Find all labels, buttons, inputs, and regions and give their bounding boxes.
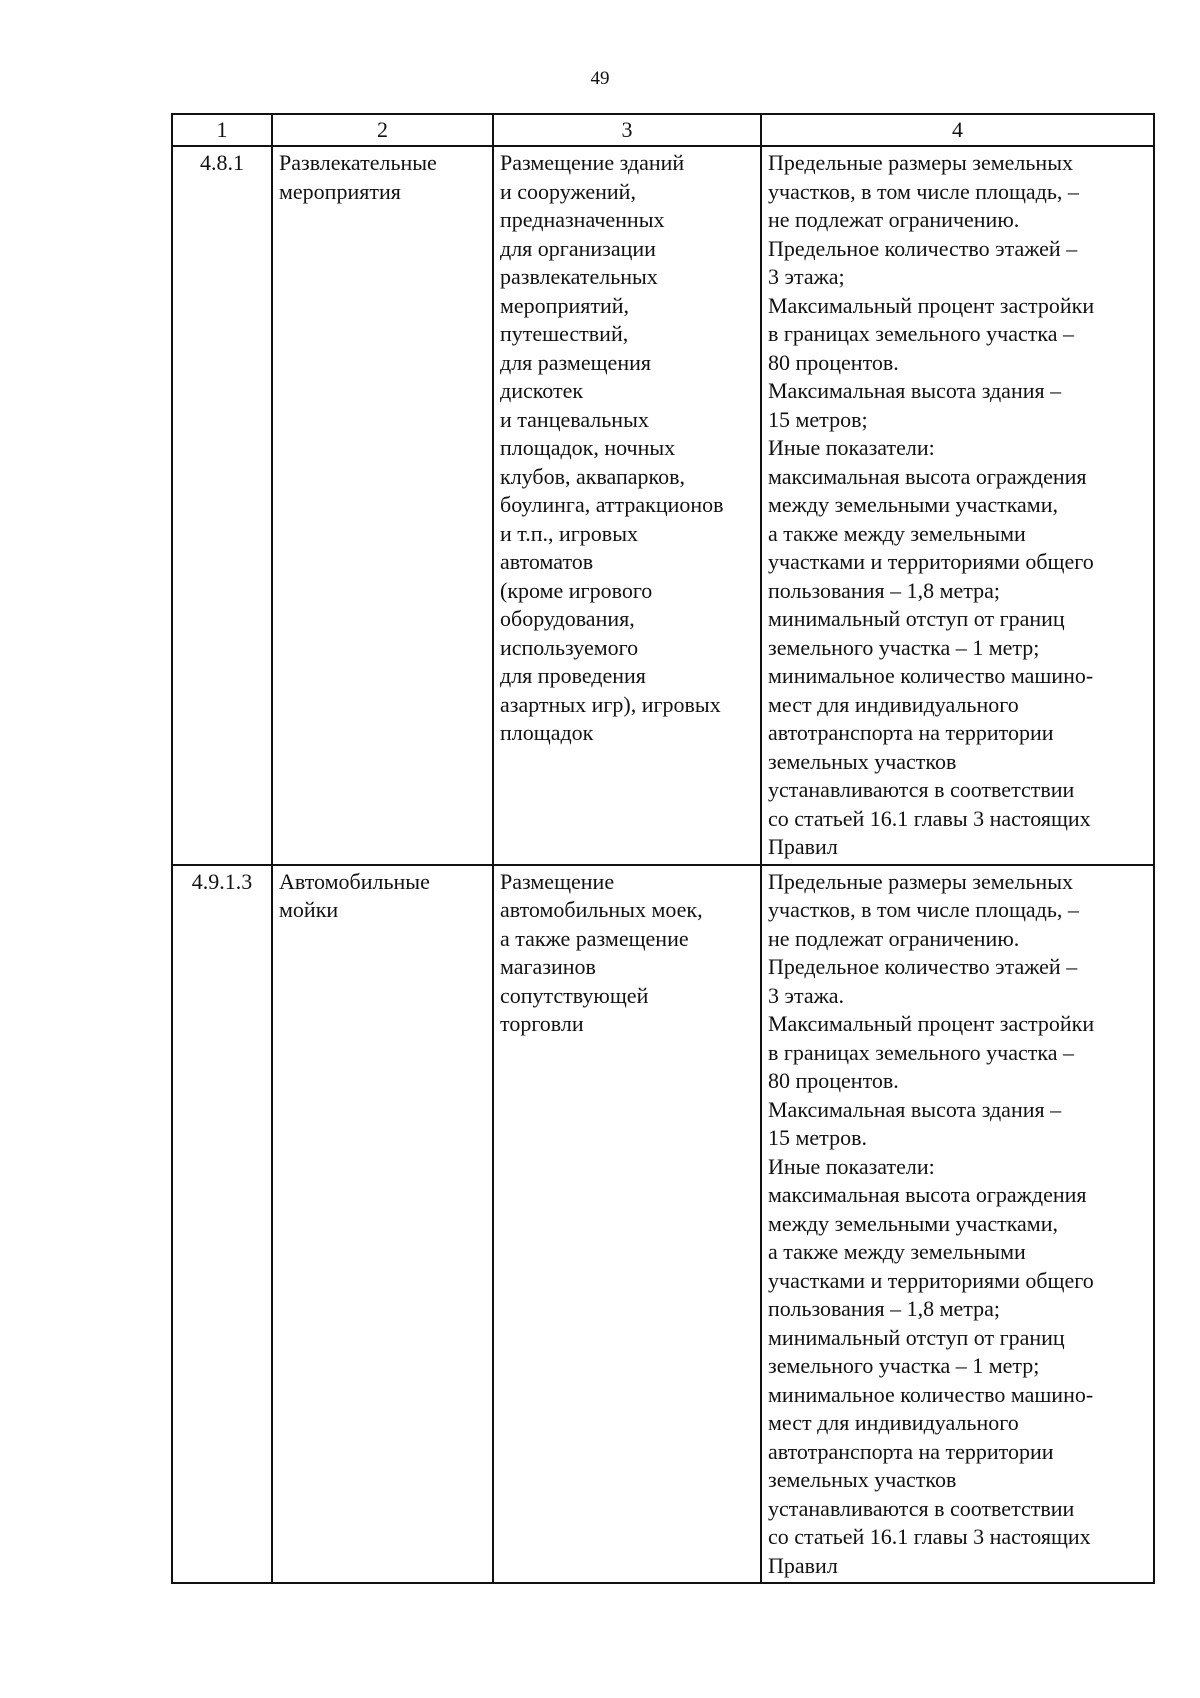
column-header-2: 2 [272,114,493,146]
cell-line: минимальное количество машино- [768,1381,1094,1407]
cell-line: 80 процентов. [768,1068,899,1093]
cell-line: 4.8.1 [200,150,244,175]
cell-line: между земельными участками, [768,1210,1059,1236]
use-description-cell-text [500,868,754,1039]
cell-line: Размещение зданий [500,150,685,175]
cell-line: автотранспорта на территории [768,720,1054,745]
cell-line: земельного участка – 1 метр; [768,634,1040,660]
cell-line: мойки [279,897,339,922]
cell-line: Предельное количество этажей – [768,954,1078,979]
cell-line: Максимальный процент застройки [768,1011,1095,1036]
cell-line: 4.9.1.3 [191,868,253,894]
column-header-3: 3 [493,114,761,146]
cell-line: минимальный отступ от границ [768,606,1065,631]
column-header-1: 1 [172,114,272,146]
cell-line: дискотек [500,378,584,403]
cell-line: оборудования, [500,606,635,631]
cell-line: 3 этажа. [768,982,845,1008]
use-code-cell [172,146,272,865]
cell-line: Развлекательные [279,150,437,175]
cell-line: (кроме игрового [500,577,653,603]
cell-line: и танцевальных [500,406,649,432]
cell-line: участков, в том числе площадь, – [768,178,1079,204]
cell-line: со статьей 16.1 главы 3 настоящих [768,805,1091,831]
cell-line: и т.п., игровых [500,520,638,546]
use-description-cell-text [500,149,754,748]
cell-line: а также между земельными [768,1239,1026,1264]
cell-line: пользования – 1,8 метра; [768,1296,1001,1321]
use-description-cell [493,865,761,1584]
cell-line: для проведения [500,663,646,688]
use-description-cell [493,146,761,865]
cell-line: участками и территориями общего [768,549,1094,574]
cell-line: мероприятий, [500,292,630,318]
cell-line: Правил [768,834,838,859]
cell-line: 15 метров. [768,1125,867,1150]
cell-line: боулинга, аттракционов [500,492,724,517]
cell-line: Предельное количество этажей – [768,235,1078,261]
cell-line: Предельные размеры земельных [768,150,1073,175]
use-code-cell-text [179,868,265,897]
cell-line: путешествий, [500,321,629,346]
cell-line: Автомобильные [279,868,430,894]
cell-line: Иные показатели: [768,1153,935,1179]
cell-line: торговли [500,1011,584,1036]
cell-line: Максимальная высота здания – [768,1096,1062,1122]
column-header-4: 4 [761,114,1154,146]
cell-line: земельных участков [768,748,957,774]
cell-line: Предельные размеры земельных [768,868,1073,894]
use-parameters-cell [761,146,1154,865]
cell-line: минимальное количество машино- [768,663,1094,688]
cell-line: сопутствующей [500,982,649,1008]
table-row [172,865,1154,1584]
cell-line: максимальная высота ограждения [768,1182,1087,1207]
cell-line: в границах земельного участка – [768,321,1074,346]
use-parameters-cell-text [768,149,1147,862]
land-use-table [171,113,1155,1584]
table-row [172,146,1154,865]
cell-line: пользования – 1,8 метра; [768,577,1001,603]
cell-line: в границах земельного участка – [768,1039,1074,1065]
use-name-cell-text [279,868,486,925]
use-name-cell-text [279,149,486,206]
use-parameters-cell-text [768,868,1147,1581]
cell-line: 80 процентов. [768,349,899,375]
cell-line: а также между земельными [768,520,1026,546]
cell-line: участками и территориями общего [768,1267,1094,1293]
use-code-cell [172,865,272,1584]
cell-line: развлекательных [500,264,658,289]
use-parameters-cell [761,865,1154,1584]
cell-line: используемого [500,634,639,660]
cell-line: мест для индивидуального [768,1410,1019,1435]
use-code-cell-text [179,149,265,178]
cell-line: максимальная высота ограждения [768,463,1087,489]
cell-line: автоматов [500,549,594,574]
cell-line: Максимальный процент застройки [768,292,1095,318]
table-body [172,146,1154,1583]
table-header-row [172,114,1154,146]
cell-line: не подлежат ограничению. [768,207,1020,232]
cell-line: предназначенных [500,207,665,232]
cell-line: а также размещение [500,925,689,951]
cell-line: между земельными участками, [768,492,1059,517]
cell-line: мест для индивидуального [768,691,1019,717]
cell-line: площадок [500,720,594,745]
cell-line: Максимальная высота здания – [768,378,1062,403]
cell-line: не подлежат ограничению. [768,925,1020,951]
cell-line: со статьей 16.1 главы 3 настоящих [768,1524,1091,1549]
cell-line: автомобильных моек, [500,897,703,922]
cell-line: для организации [500,235,656,261]
cell-line: устанавливаются в соответствии [768,777,1075,802]
cell-line: азартных игр), игровых [500,691,721,717]
cell-line: участков, в том числе площадь, – [768,897,1079,922]
cell-line: Иные показатели: [768,435,935,460]
cell-line: 15 метров; [768,406,868,432]
cell-line: устанавливаются в соответствии [768,1495,1075,1521]
cell-line: и сооружений, [500,178,636,204]
cell-line: Размещение [500,868,615,894]
use-name-cell [272,865,493,1584]
cell-line: для размещения [500,349,651,375]
page-number: 49 [590,68,610,89]
cell-line: земельного участка – 1 метр; [768,1353,1040,1378]
cell-line: мероприятия [279,178,401,204]
cell-line: минимальный отступ от границ [768,1324,1065,1350]
cell-line: Правил [768,1552,838,1578]
cell-line: земельных участков [768,1467,957,1492]
use-name-cell [272,146,493,865]
cell-line: 3 этажа; [768,264,845,289]
cell-line: магазинов [500,954,596,979]
cell-line: площадок, ночных [500,435,676,460]
cell-line: автотранспорта на территории [768,1438,1054,1464]
cell-line: клубов, аквапарков, [500,463,685,489]
